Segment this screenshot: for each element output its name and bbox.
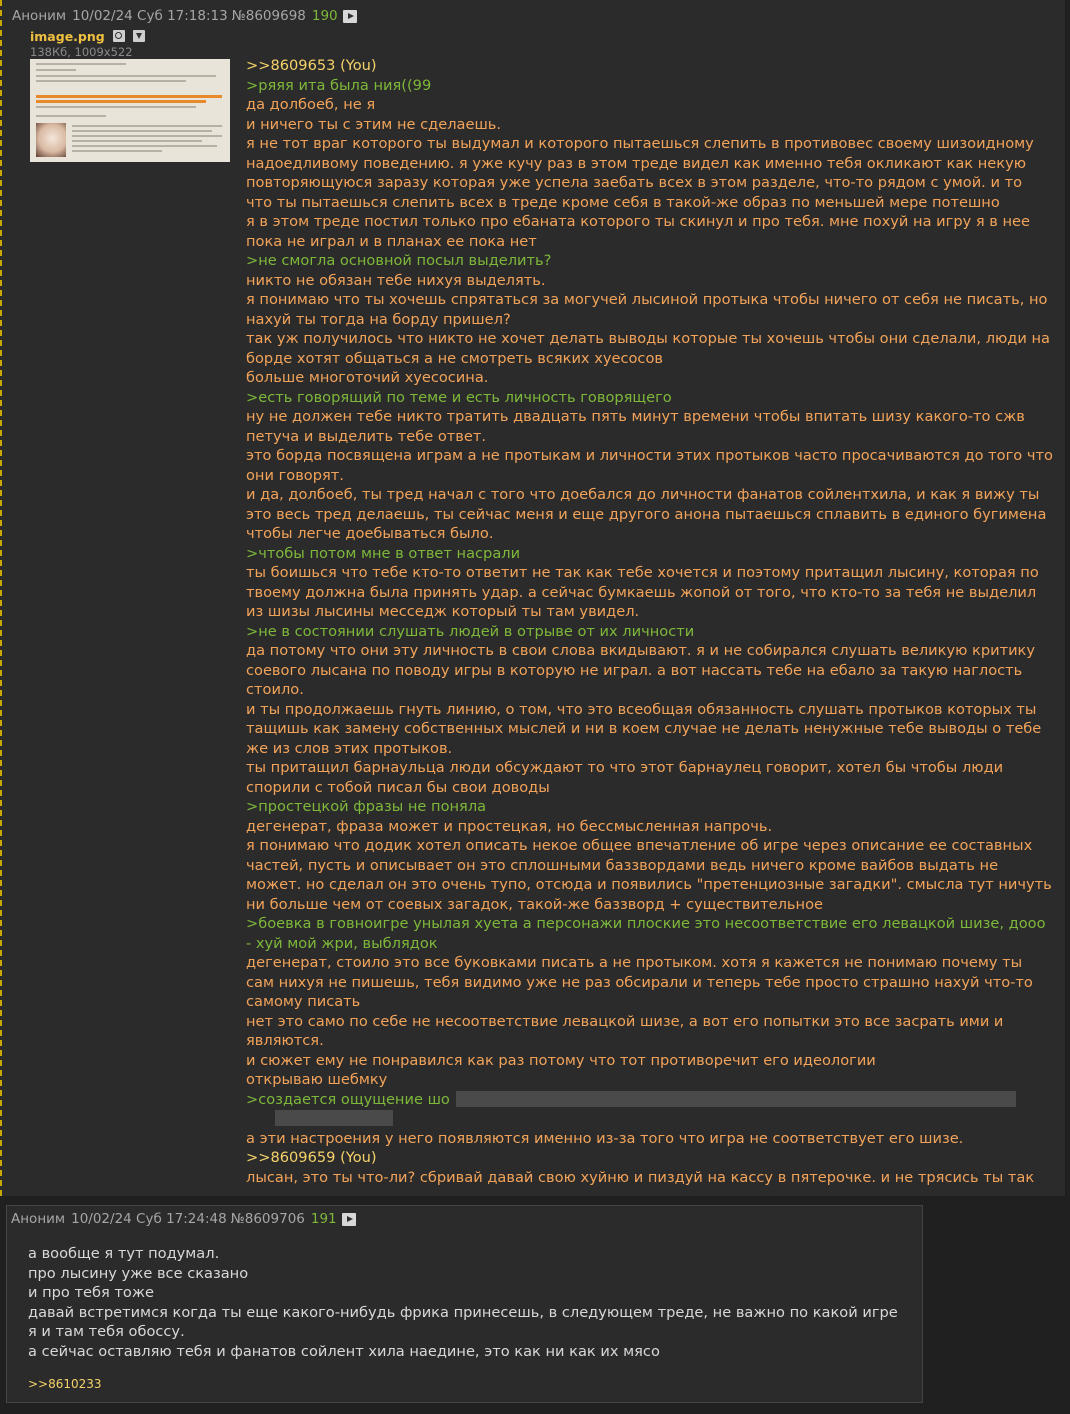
- play-icon[interactable]: [342, 1213, 356, 1226]
- reply-link[interactable]: >>8609659 (You): [246, 1149, 377, 1166]
- text-line: я не тот враг которого ты выдумал и которого пытаешься слепить в противовес своему шизоидному: [246, 135, 1034, 152]
- file-meta: 138Кб, 1009x522: [30, 45, 133, 59]
- text-line: соевого лысана по поводу игры в которую не играл. а вот нассать тебе на ебало за такую наглость: [246, 661, 1023, 679]
- text-line: а эти настроения у него появляются именно из-за того что игра не соответствует его шизе.: [246, 1129, 964, 1147]
- text-line: же из слов этих протыков.: [246, 739, 453, 757]
- post-date: 10/02/24 Суб 17:24:48: [71, 1211, 227, 1227]
- backreference-link[interactable]: >>8610233: [28, 1377, 102, 1391]
- text-line: и ты продолжаешь гнуть линию, о том, что это всеобщая обязанность слушать протыков которых ты: [246, 700, 1037, 718]
- reply-link[interactable]: >>8609653 (You): [246, 57, 377, 74]
- post-number-link[interactable]: №8609706: [230, 1211, 305, 1227]
- text-line: ты боишься что тебе кто-то ответит не так как тебе хочется и поэтому притащил лысину, которая по: [246, 564, 1039, 581]
- text-line: и про тебя тоже: [28, 1284, 154, 1301]
- text-line: дегенерат, стоило это все буковками писать а не протыком. хотя я кажется не понимаю почему ты: [246, 954, 1023, 971]
- post-body: [28, 1244, 898, 1361]
- text-line: про лысину уже все сказано: [28, 1264, 249, 1282]
- quote-line: >простецкой фразы не поняла: [246, 798, 487, 815]
- text-line: так уж получилось что никто не хочет делать выводы которые ты хочешь чтобы они сделали, люди на: [246, 330, 1051, 347]
- text-line: открываю шебмку: [246, 1071, 388, 1088]
- text-line: я в этом треде постил только про ебаната которого ты скинул и про тебя. мне похуй на игру я в нее: [246, 213, 1031, 230]
- text-line: сам нихуя не пишешь, тебя видимо уже не раз обсирали и теперь тебе просто страшно нахуй что-то: [246, 973, 1033, 991]
- download-icon[interactable]: [133, 30, 145, 42]
- text-line: нет это само по себе не несоответствие левацкой шизе, а вот его попытки это все засрать ими и: [246, 1012, 1004, 1030]
- text-line: я понимаю что додик хотел описать некое общее впечатление об игре через описание ее составных: [246, 837, 1033, 854]
- text-line: нахуй ты тогда на борду пришел?: [246, 310, 511, 328]
- poster-name: Аноним: [12, 8, 67, 24]
- text-line: они говорят.: [246, 466, 344, 484]
- text-line: и ничего ты с этим не сделаешь.: [246, 115, 502, 133]
- text-line: являются.: [246, 1032, 324, 1049]
- quote-line: [246, 1090, 1062, 1110]
- quote-line: >боевка в говноигре унылая хуета а персонажи плоские это несоответствие его левацкой шизе, дооо: [246, 915, 1046, 932]
- quote-line: >не смогла основной посыл выделить?: [246, 252, 552, 269]
- text-line: ни больше чем от соевых загадок, такой-же баззворд + существительное: [246, 895, 823, 913]
- post-counter: 190: [311, 8, 338, 24]
- text-line: а сейчас оставляю тебя и фанатов сойлент хила наедине, это как ни как их мясо: [28, 1342, 660, 1360]
- text-line: повторяющуюся заразу которая уже успела заебать всех в этом разделе, что-то рядом с умой. и то: [246, 174, 1023, 191]
- poster-name: Аноним: [11, 1211, 66, 1227]
- text-line: я и там тебя обоссу.: [28, 1323, 185, 1340]
- text-line: да долбоеб, не я: [246, 96, 376, 113]
- post-counter: 191: [310, 1211, 337, 1227]
- text-line: чтобы легче доебываться было.: [246, 525, 494, 542]
- play-icon[interactable]: [343, 10, 357, 23]
- text-line: да потому что они эту личность в свои слова вкидывают. я и не собирался слушать великую критику: [246, 642, 1036, 659]
- text-line: давай встретимся когда ты еще какого-нибудь фрика принесешь, в следующем треде, не важно по какой игре: [28, 1303, 898, 1321]
- text-line: надоедливому поведению. я уже кучу раз в этом треде видел как именно тебя окликают как некую: [246, 154, 1027, 172]
- text-line: никто не обязан тебе нихуя выделять.: [246, 271, 546, 289]
- text-line: твоему должна была принять удар. а сейчас бумкаешь жопой от того, что кто-то за тебя не выделил: [246, 583, 1037, 601]
- text-line: лысан, это ты что-ли? сбривай давай свою хуйню и пиздуй на кассу в пятерочке. и не трясись ты так: [246, 1168, 1035, 1186]
- quote-line: >есть говорящий по теме и есть личность говорящего: [246, 388, 672, 406]
- quote-line: >чтобы потом мне в ответ насрали: [246, 544, 521, 562]
- text-line: и сюжет ему не понравился как раз потому что тот противоречит его идеологии: [246, 1051, 876, 1069]
- post-body: [246, 56, 1062, 1187]
- post-header: [12, 8, 357, 24]
- text-line: ты притащил барнаульца люди обсуждают то что этот барнаулец говорит, хотел бы чтобы люди: [246, 759, 1004, 776]
- text-line: стоило.: [246, 681, 304, 698]
- text-line: что ты пытаешься слепить всех в треде кроме себя в такой-же образ по меньшей мере потешно: [246, 193, 1000, 211]
- text-line: дегенерат, фраза может и простецкая, но бессмысленная напрочь.: [246, 817, 773, 835]
- text-line: больше многоточий хуесосина.: [246, 369, 489, 386]
- file-name-link[interactable]: image.png: [30, 29, 105, 44]
- spoiler[interactable]: [456, 1091, 1016, 1107]
- spoiler-line: [246, 1109, 1062, 1129]
- text-line: а вообще я тут подумал.: [28, 1245, 220, 1262]
- text-line: ну не должен тебе никто тратить двадцать пять минут времени чтобы впитать шизу какого-то сжв: [246, 408, 1025, 425]
- text-line: это весь тред делаешь, ты сейчас меня и еще другого анона пытаешься сплавить в единого бугимена: [246, 505, 1047, 523]
- quote-line: >ряяя ита была ния((99: [246, 76, 432, 94]
- text-line: борде хотят общаться а не смотреть всяких хуесосов: [246, 349, 663, 367]
- text-line: может. но сделал он это очень тупо, отсюда и появились "претенциозные загадки". смысла тут ничуть: [246, 876, 1052, 893]
- text-line: спорили с тобой писал бы свои доводы: [246, 778, 550, 796]
- quote-line: >не в состоянии слушать людей в отрыве от их личности: [246, 622, 695, 640]
- text-line: пока не играл и в планах ее пока нет: [246, 232, 537, 250]
- post-number-link[interactable]: №8609698: [231, 8, 306, 24]
- text-line: я понимаю что ты хочешь спрятаться за могучей лысиной протыка чтобы ничего от себя не писать, но: [246, 291, 1048, 308]
- text-line: петуча и выделить тебе ответ.: [246, 427, 486, 445]
- quote-text: >создается ощущение шо: [246, 1090, 450, 1108]
- text-line: и да, долбоеб, ты тред начал с того что доебался до личности фанатов сойлентхила, и как я вижу ты: [246, 486, 1040, 503]
- search-icon[interactable]: [113, 30, 125, 42]
- attachment-thumbnail[interactable]: [30, 59, 230, 162]
- spoiler[interactable]: [275, 1110, 393, 1126]
- text-line: это борда посвящена играм а не протыкам и личности этих протыков часто просачиваются до того что: [246, 447, 1053, 464]
- file-info: [30, 29, 145, 44]
- post-header: [11, 1211, 356, 1227]
- quote-line: - хуй мой жри, выблядок: [246, 934, 438, 952]
- text-line: частей, пусть и описывает он это сплошными баззвордами ведь ничего кроме вайбов выдать не: [246, 856, 999, 874]
- text-line: самому писать: [246, 993, 361, 1010]
- text-line: из шизы лысины месседж который ты там увидел.: [246, 603, 640, 620]
- post-date: 10/02/24 Суб 17:18:13: [72, 8, 228, 24]
- post-8609706: [6, 1205, 923, 1403]
- text-line: тащишь как замену собственных мыслей и ни в коем случае не делать ненужные тебе выводы о тебе: [246, 720, 1042, 737]
